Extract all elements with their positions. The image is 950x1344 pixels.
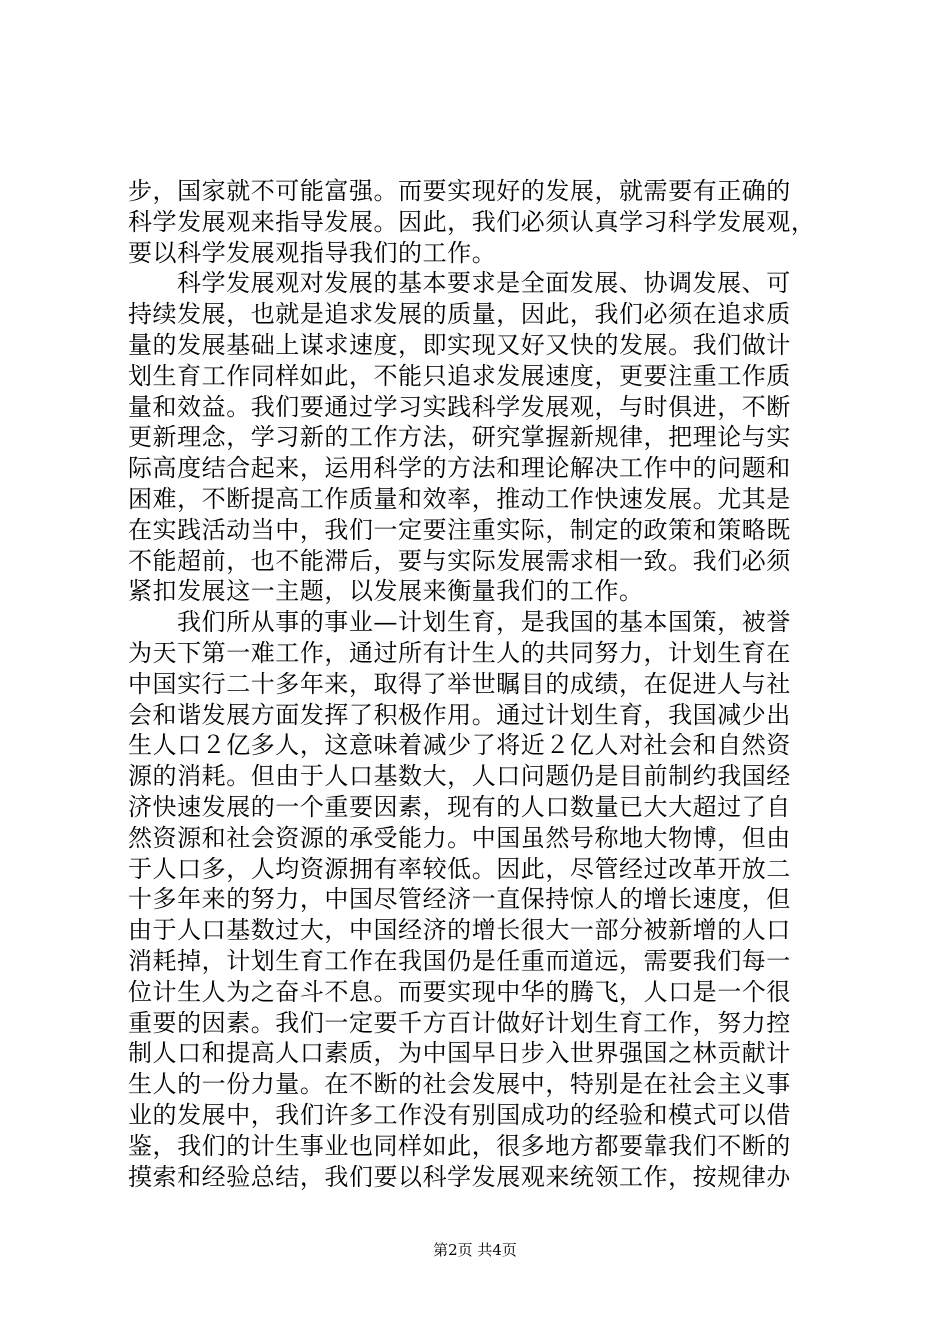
text-line: 然资源和社会资源的承受能力。中国虽然号称地大物博，但由 [128,823,791,852]
text-line: 制人口和提高人口素质，为中国早日步入世界强国之林贡献计 [128,1039,791,1068]
text-line: 由于人口基数过大，中国经济的增长很大一部分被新增的人口 [128,916,791,945]
text-line: 中国实行二十多年来，取得了举世瞩目的成绩，在促进人与社 [128,669,791,698]
text-line: 量和效益。我们要通过学习实践科学发展观，与时俱进，不断 [128,392,791,421]
text-line: 科学发展观来指导发展。因此，我们必须认真学习科学发展观， [128,207,816,236]
text-line: 紧扣发展这一主题，以发展来衡量我们的工作。 [128,577,644,606]
text-line: 持续发展，也就是追求发展的质量，因此，我们必须在追求质 [128,300,791,329]
text-line: 生人口２亿多人，这意味着减少了将近２亿人对社会和自然资 [128,731,791,760]
text-line: 于人口多，人均资源拥有率较低。因此，尽管经过改革开放二 [128,854,791,883]
text-line: 要以科学发展观指导我们的工作。 [128,238,497,267]
text-line: 生人的一份力量。在不断的社会发展中，特别是在社会主义事 [128,1070,791,1099]
text-line: 不能超前，也不能滞后，要与实际发展需求相一致。我们必须 [128,546,791,575]
text-line: 际高度结合起来，运用科学的方法和理论解决工作中的问题和 [128,454,791,483]
text-line: 济快速发展的一个重要因素，现有的人口数量已大大超过了自 [128,792,791,821]
text-line: 为天下第一难工作，通过所有计生人的共同努力，计划生育在 [128,638,791,667]
text-line: 步，国家就不可能富强。而要实现好的发展，就需要有正确的 [128,177,791,205]
text-line: 鉴，我们的计生事业也同样如此，很多地方都要靠我们不断的 [128,1131,791,1160]
text-line: 重要的因素。我们一定要千方百计做好计划生育工作，努力控 [128,1008,791,1037]
page-footer: 第2页 共4页 [433,1241,517,1259]
text-line: 摸索和经验总结，我们要以科学发展观来统领工作，按规律办 [128,1162,791,1191]
text-line: 会和谐发展方面发挥了积极作用。通过计划生育，我国减少出 [128,700,791,729]
text-line: 我们所从事的事业—计划生育，是我国的基本国策，被誉 [177,608,791,637]
text-line: 业的发展中，我们许多工作没有别国成功的经验和模式可以借 [128,1100,791,1129]
text-line: 困难，不断提高工作质量和效率，推动工作快速发展。尤其是 [128,484,791,513]
text-line: 划生育工作同样如此，不能只追求发展速度，更要注重工作质 [128,361,791,390]
text-line: 在实践活动当中，我们一定要注重实际，制定的政策和策略既 [128,515,791,544]
text-line: 消耗掉，计划生育工作在我国仍是任重而道远，需要我们每一 [128,946,791,975]
body-text [128,176,822,1192]
text-line: 量的发展基础上谋求速度，即实现又好又快的发展。我们做计 [128,330,791,359]
text-line: 十多年来的努力，中国尽管经济一直保持惊人的增长速度，但 [128,885,791,914]
text-line: 位计生人为之奋斗不息。而要实现中华的腾飞，人口是一个很 [128,977,791,1006]
text-line: 更新理念，学习新的工作方法，研究掌握新规律，把理论与实 [128,423,791,452]
text-line: 科学发展观对发展的基本要求是全面发展、协调发展、可 [177,269,791,298]
text-line: 源的消耗。但由于人口基数大，人口问题仍是目前制约我国经 [128,762,791,791]
